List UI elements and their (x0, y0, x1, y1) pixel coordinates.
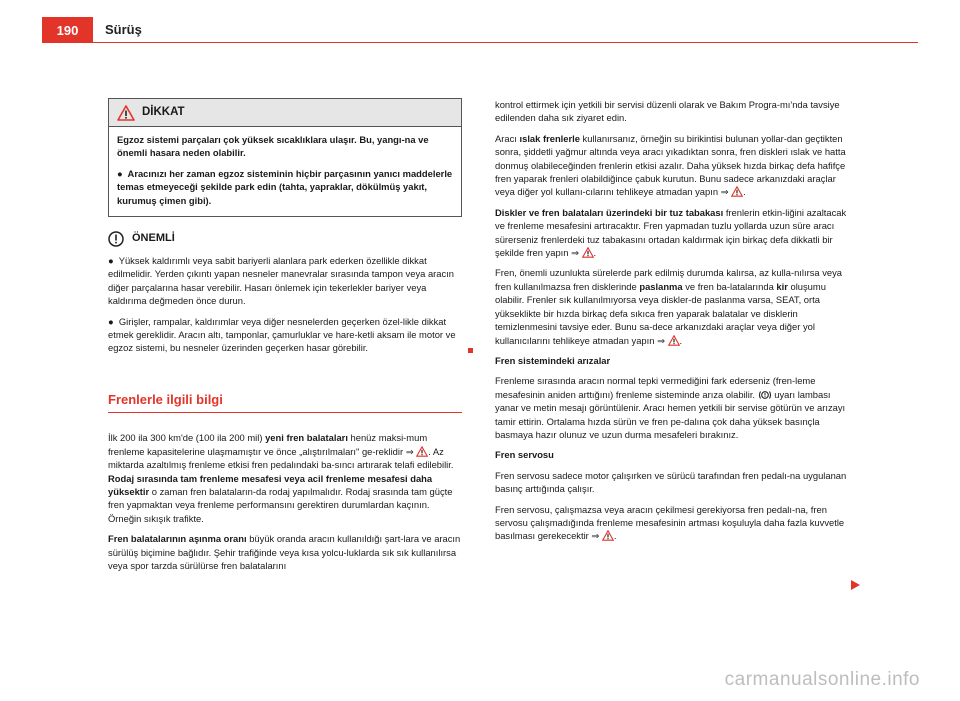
right-column (495, 98, 851, 550)
continue-arrow-icon (851, 580, 860, 590)
text-run-bold: Rodaj sırasında tam frenleme mesafesi veya acil frenleme mesafesi daha yüksektir (108, 472, 433, 497)
notice-paragraph-1 (108, 254, 462, 308)
notice-exclamation-icon (108, 231, 124, 247)
brake-servo-paragraph-1: Fren servosu sadece motor çalışırken ve sürücü tarafından fren pedalı-na uygulanan basınç arttığında çalışır. (495, 469, 847, 495)
brake-warning-lamp-icon (758, 390, 772, 400)
wet-brakes-paragraph (495, 132, 851, 199)
text-run: henüz maksi-mum frenleme kapasitelerine ulaşmamıştır ve önce „alıştırılmaları" ge-reklidir ⇒ (108, 432, 428, 457)
notice-paragraph-1-text: Yüksek kaldırımlı veya sabit bariyerli alanlara park ederken özellikle dikkat edilmelidir. Yerden çıkıntı yapan nesneler manevralar sırasında tampon veya aracın diğer parçalarına hasar verebilir. Hasarı önlemek için tekerlekler bariyer veya kaldırıma değmeden önce durun. (108, 255, 455, 307)
brake-faults-heading: Fren sistemindeki arızalar (495, 354, 611, 366)
warning-reference-icon[interactable] (582, 247, 594, 258)
brake-pads-paragraph (108, 431, 462, 525)
text-run: o zaman fren balataların-da rodaj yapılmalıdır. Rodaj srasında tam güçte fren yapmaktan veya frenleme performansını gerektiren durumlardan kaçının. Örneğin sıkışık trafikte. (108, 485, 453, 524)
warning-paragraph-2-text: Aracınızı her zaman egzoz sisteminin hiçbir parçasının yanıcı maddelerle temas etmeyeceği şekilde park edin (tahta, yapraklar, dökülmüş yakıt, kurumuş çimen gibi). (117, 167, 453, 206)
text-run: . (613, 530, 617, 542)
brake-servo-paragraph-2 (495, 503, 851, 543)
brake-faults-paragraph (495, 374, 851, 441)
notice-header (108, 231, 462, 247)
text-run: . Az miktarda azaltılmış frenleme etkisi fren pedalındaki ba-sıncı artırarak telafi edilebilir. (108, 445, 454, 471)
salt-layer-paragraph (495, 206, 851, 260)
text-run-bold: Fren balatalarının aşınma oranı (108, 533, 247, 545)
subheading-brakes-info: Frenlerle ilgili bilgi (108, 393, 462, 413)
notice-paragraph-2-text: Girişler, rampalar, kaldırımlar veya diğer nesnelerden geçerken özel-likle dikkat etmek gereklidir. Aracın altı, tamponlar, çamurluklar ve hare-ketli aksam ile motor ve egzoz sistemi, bu nesneler üzerinden geçerken hasar görebilir. (108, 315, 456, 354)
left-column (108, 98, 462, 579)
page-number: 190 (42, 17, 93, 43)
wear-rate-paragraph (108, 532, 462, 572)
warning-box (108, 98, 462, 217)
text-run: . (679, 334, 683, 346)
text-run-bold: paslanma (639, 280, 683, 292)
text-run: Aracı (495, 132, 520, 144)
text-run-bold: Diskler ve fren balataları üzerindeki bir tuz tabakası (495, 206, 724, 218)
warning-paragraph-2 (117, 167, 453, 207)
text-run: Fren servosu, çalışmazsa veya aracın çekilmesi gerekiyorsa fren pedalı-na, fren servosu çalışmadığında frenleme mesafesinin artması koşuluyla daha fazla kuvvetle basılması gerekecektir ⇒ (495, 503, 845, 542)
section-title: Sürüş (105, 22, 142, 37)
warning-header (109, 99, 461, 127)
header-rule (42, 42, 918, 43)
section-end-marker (468, 340, 473, 358)
bullet: ● (108, 315, 114, 327)
notice-paragraph-2 (108, 315, 462, 355)
text-run: . (743, 186, 746, 198)
bullet: ● (117, 167, 123, 179)
brake-servo-heading: Fren servosu (495, 449, 554, 461)
text-run: uyarı lambası yanar ve metin mesajı görüntülenir. Aracı hemen yetkili bir servise götürün ve arızayı tamir ettirin. Ortalama hızda sürün ve fren pe-dalına çok daha yüksek basınçla basmaya hazır olunuz ve uzun durma mesafeleri bırakınız. (495, 388, 846, 440)
warning-reference-icon[interactable] (731, 186, 743, 197)
text-run: . (593, 247, 597, 259)
text-run-bold: kir (776, 280, 788, 292)
text-run: büyük oranda aracın kullanıldığı şart-lara ve aracın sürülüş biçimine bağlıdır. Şehir trafiğinde veya kısa yolcu-luklarda sık sık kullanılırsa veya spor tarzda sürülürse fren balatalarını (108, 533, 461, 571)
warning-reference-icon[interactable] (602, 530, 614, 541)
notice-title: ÖNEMLİ (132, 232, 175, 245)
text-run: kullanırsanız, örneğin su birikintisi bulunan yollar-dan geçtikten sonra, şiddetli yağmur altında veya aracı yıkadıktan sonra, fren diskleri ıslak ve hatta donmuş olabileceğinden frenlerin etkisi azalır. Daha yüksek hızda birkaç defa hafifçe fren yaparak frenleri olabildiğince çabuk kurutun. Bunu sadece arkanızdaki araçlar veya diğer yol kullanı-cılarını tehlikeye atmadan yapın ⇒ (495, 132, 846, 198)
text-run: ve fren ba-latalarında (682, 280, 777, 292)
warning-title: DİKKAT (142, 105, 185, 118)
service-paragraph: kontrol ettirmek için yetkili bir servisi düzenli olarak ve Bakım Progra-mı'nda tavsiye edilenden daha sık ziyaret edin. (495, 99, 840, 124)
text-run: frenlerin etkin-liğini azaltacak ve frenleme mesafesini artıracaktır. Fren yapmadan tuzlu yollarda uzun süre aracı sürerseniz frenlerdeki tuz tabakasını ortadan kaldırmak için birkaç defa dikkatli bir şekilde fren yapın ⇒ (495, 206, 847, 259)
text-run: Fren, önemli uzunlukta sürelerde park edilmiş durumda kalırsa, az kulla-nılırsa veya fren kullanılmazsa fren disklerinde (495, 267, 843, 292)
warning-reference-icon[interactable] (416, 446, 428, 457)
warning-body (109, 127, 461, 216)
warning-paragraph-1: Egzoz sistemi parçaları çok yüksek sıcaklıklara ulaşır. Bu, yangı-na ve önemli hasara neden olabilir. (117, 134, 429, 159)
bullet: ● (108, 255, 114, 267)
warning-reference-icon[interactable] (668, 335, 680, 346)
text-run: oluşumu olabilir. Frenler sık kullanılmıyorsa veya diskler-de paslanma varsa, SEAT, orta yükseklikte bir hızda birkaç defa sıkıca fren yaparak balatalar ve disklerin temizlenmesini tavsiye eder. Bunu sa-dece arkanızdaki araçlar veya diğer yol kullanıcılarını tehlikeye atmadan yapın ⇒ (495, 280, 826, 346)
text-run: Frenleme sırasında aracın normal tepki vermediğini fark ederseniz (fren-leme mesafesinin aniden arttığını) frenleme sisteminde arıza olabilir. (495, 375, 816, 400)
watermark: carmanualsonline.info (724, 669, 920, 690)
text-run: İlk 200 ila 300 km'de (100 ila 200 mil) (108, 432, 266, 444)
rust-paragraph (495, 266, 851, 346)
text-run-bold: yeni fren balataları (265, 432, 348, 444)
warning-triangle-icon (117, 105, 135, 121)
text-run-bold: ıslak frenlerle (519, 132, 580, 144)
